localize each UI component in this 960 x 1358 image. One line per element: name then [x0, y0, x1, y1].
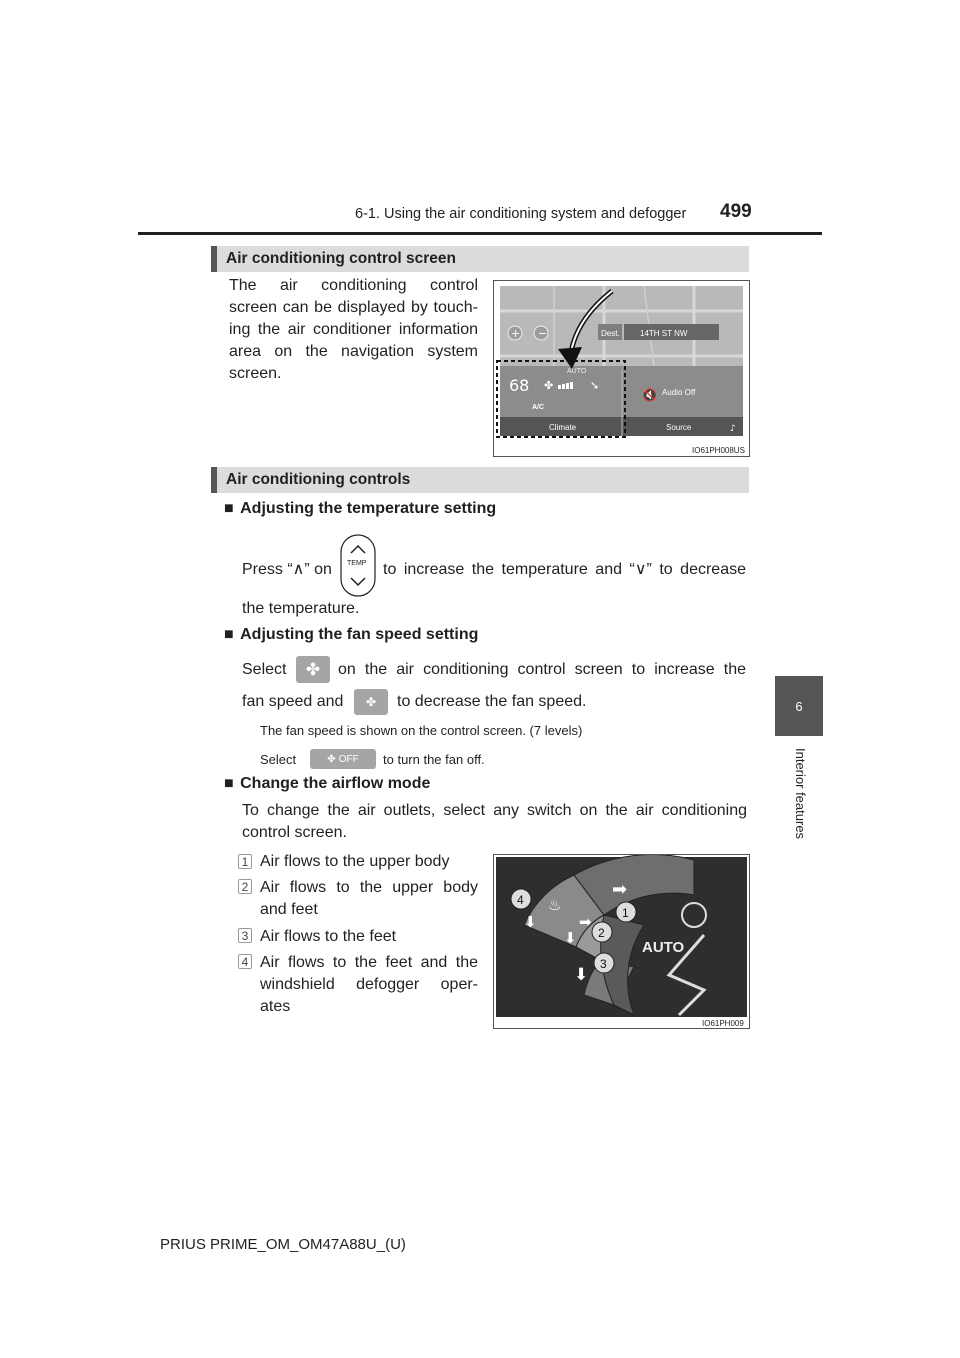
airflow-line2: control screen. [242, 824, 347, 841]
airflow-item-text: and feet [260, 901, 318, 918]
svg-text:AUTO: AUTO [642, 939, 685, 956]
svg-text:➡: ➡ [579, 913, 592, 931]
item-number-badge: 1 [238, 854, 252, 869]
airflow-item-text: windshield defogger oper- [260, 976, 478, 993]
svg-text:➡: ➡ [612, 879, 628, 900]
fan-line2b-text: to decrease the fan speed. [397, 693, 587, 710]
item-number-badge: 2 [238, 879, 252, 894]
section-heading: Air conditioning control screen [226, 250, 456, 267]
body-line: ing the air conditioner information [229, 321, 478, 338]
fan-off-label: OFF [338, 753, 359, 765]
fan-increase-button-icon [296, 656, 330, 683]
item-number-badge: 3 [238, 928, 252, 943]
temp-switch-icon [340, 534, 376, 597]
header-rule [138, 232, 822, 235]
airflow-mode-illustration [494, 855, 749, 1028]
document-id: PRIUS PRIME_OM_OM47A88U_(U) [160, 1236, 406, 1253]
body-line: screen. [229, 365, 282, 382]
svg-text:⬇: ⬇ [574, 965, 589, 985]
section1-body [229, 275, 478, 385]
chapter-tab [775, 676, 823, 736]
fan-subheading: ■ Adjusting the fan speed setting [224, 626, 479, 643]
svg-text:♪: ♪ [730, 424, 736, 434]
svg-text:−: − [538, 327, 548, 340]
item-number-badge: 4 [238, 954, 252, 969]
fan-small-icon: ✤ [365, 695, 377, 709]
chapter-tab-label [788, 748, 810, 848]
svg-text:1: 1 [622, 906, 629, 920]
section-heading-bar [211, 467, 749, 493]
fan-icon: ✤ [327, 753, 336, 765]
svg-text:3: 3 [600, 957, 607, 971]
svg-text:2: 2 [598, 926, 605, 940]
airflow-item-text: Air flows to the upper body [260, 853, 450, 870]
svg-text:Dest.: Dest. [601, 329, 620, 338]
svg-text:♨: ♨ [548, 896, 562, 914]
svg-text:➘: ➘ [590, 379, 600, 392]
svg-text:IO61PH009: IO61PH009 [702, 1019, 744, 1028]
svg-text:⬇: ⬇ [524, 913, 537, 931]
section-heading-bar [211, 246, 749, 272]
airflow-item-text: ates [260, 998, 291, 1015]
svg-text:Audio Off: Audio Off [662, 388, 696, 397]
svg-text:🔇: 🔇 [642, 388, 657, 402]
fan-line2a-text: fan speed and [242, 693, 344, 710]
airflow-subheading: ■ Change the airflow mode [224, 775, 431, 792]
svg-text:✤: ✤ [544, 379, 554, 392]
body-line: The air conditioning control [229, 277, 478, 294]
airflow-item-text: Air flows to the feet and the [260, 954, 478, 971]
running-header-title: 6-1. Using the air conditioning system and defogger [355, 206, 687, 222]
airflow-line1: To change the air outlets, select any switch on the air conditioning [242, 802, 747, 819]
temp-line2: the temperature. [242, 600, 360, 617]
svg-text:Climate: Climate [549, 423, 577, 432]
temp-switch-label: TEMP [347, 560, 367, 567]
fan-off-button-icon [310, 749, 376, 769]
svg-text:A/C: A/C [532, 404, 545, 411]
airflow-mode-figure [493, 854, 750, 1029]
chapter-number: 6 [795, 698, 803, 714]
fan-rest1-text: on the air conditioning control screen to increase the [338, 661, 746, 678]
square-bullet-icon: ■ [224, 500, 234, 517]
svg-text:14TH ST NW: 14TH ST NW [640, 329, 688, 338]
navigation-screen-figure [493, 280, 750, 457]
svg-text:AUTO: AUTO [567, 368, 587, 375]
square-bullet-icon: ■ [224, 626, 234, 643]
body-line: area on the navigation system [229, 343, 478, 360]
fan-note2a: Select [260, 752, 297, 767]
square-bullet-icon: ■ [224, 775, 234, 792]
svg-text:4: 4 [517, 893, 524, 907]
page-number: 499 [720, 201, 752, 222]
chapter-label-text: Interior features [793, 748, 808, 840]
navigation-screen-illustration [494, 281, 749, 456]
airflow-item-text: Air flows to the feet [260, 928, 397, 945]
svg-text:Source: Source [666, 423, 692, 432]
fan-note1: The fan speed is shown on the control screen. (7 levels) [260, 723, 583, 738]
fan-select-text: Select [242, 661, 287, 678]
svg-text:IO61PH008US: IO61PH008US [692, 446, 745, 455]
temp-press-text: Press “∧” on [242, 561, 332, 578]
fan-icon: ✤ [305, 659, 321, 679]
svg-text:68: 68 [509, 376, 530, 395]
svg-text:+: + [511, 327, 521, 340]
temp-rest-text: to increase the temperature and “∨” to decrease [383, 561, 746, 578]
section-heading: Air conditioning controls [226, 471, 411, 488]
svg-text:⬇: ⬇ [564, 929, 577, 947]
airflow-item-text: Air flows to the upper body [260, 879, 478, 896]
fan-decrease-button-icon [354, 689, 388, 715]
body-line: screen can be displayed by touch- [229, 299, 478, 316]
temp-subheading: ■ Adjusting the temperature setting [224, 500, 497, 517]
fan-note2b: to turn the fan off. [383, 752, 485, 767]
